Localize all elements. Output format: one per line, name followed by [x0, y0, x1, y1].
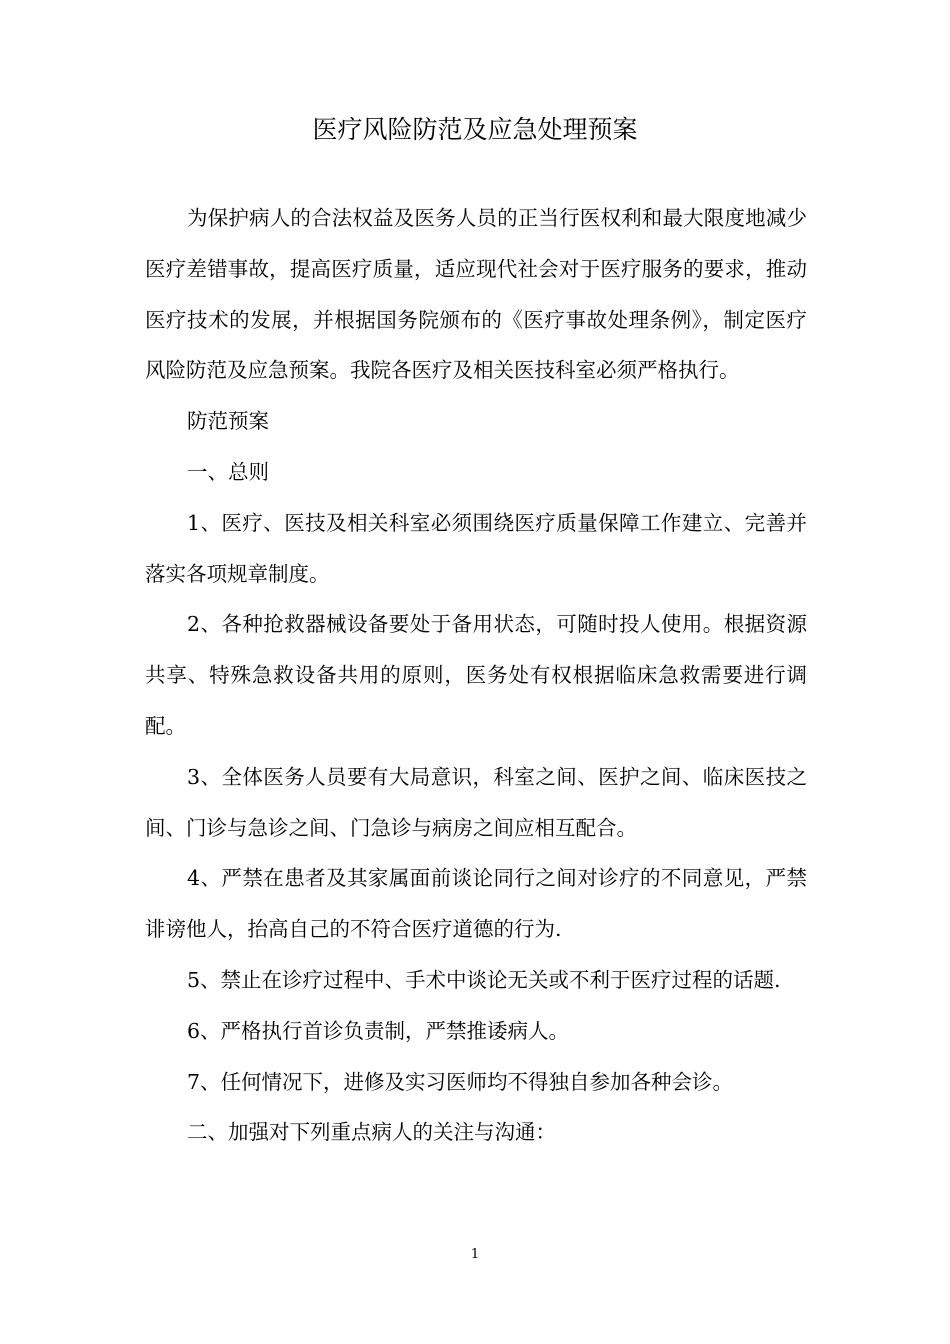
section-heading-general: 一、总则 — [187, 459, 269, 484]
page-number: 1 — [470, 1247, 480, 1262]
list-item: 3、全体医务人员要有大局意识，科室之间、医护之间、临床医技之间、门诊与急诊之间、门急诊与病房之间应相互配合。 — [145, 764, 807, 840]
document-body — [145, 193, 807, 1158]
section-heading-prevention: 防范预案 — [187, 409, 269, 434]
document-title: 医疗风险防范及应急处理预案 — [312, 115, 638, 144]
list-item: 6、严格执行首诊负责制，严禁推诿病人。 — [187, 1018, 570, 1043]
list-item: 1、医疗、医技及相关科室必须围绕医疗质量保障工作建立、完善并落实各项规章制度。 — [145, 510, 807, 586]
list-item: 4、严禁在患者及其家属面前谈论同行之间对诊疗的不同意见，严禁诽谤他人，抬高自己的不符合医疗道德的行为. — [145, 866, 807, 942]
intro-paragraph: 为保护病人的合法权益及医务人员的正当行医权利和最大限度地减少医疗差错事故，提高医疗质量，适应现代社会对于医疗服务的要求，推动医疗技术的发展，并根据国务院颁布的《医疗事故处理条例》，制定医疗风险防范及应急预案。我院各医疗及相关医技科室必须严格执行。 — [145, 206, 807, 383]
list-item: 5、禁止在诊疗过程中、手术中谈论无关或不利于医疗过程的话题. — [187, 967, 781, 992]
section-heading-key-patients: 二、加强对下列重点病人的关注与沟通： — [187, 1120, 556, 1145]
list-item: 2、各种抢救器械设备要处于备用状态，可随时投人使用。根据资源共享、特殊急救设备共用的原则，医务处有权根据临床急救需要进行调配。 — [145, 612, 807, 738]
list-item: 7、任何情况下，进修及实习医师均不得独自参加各种会诊。 — [187, 1069, 734, 1094]
